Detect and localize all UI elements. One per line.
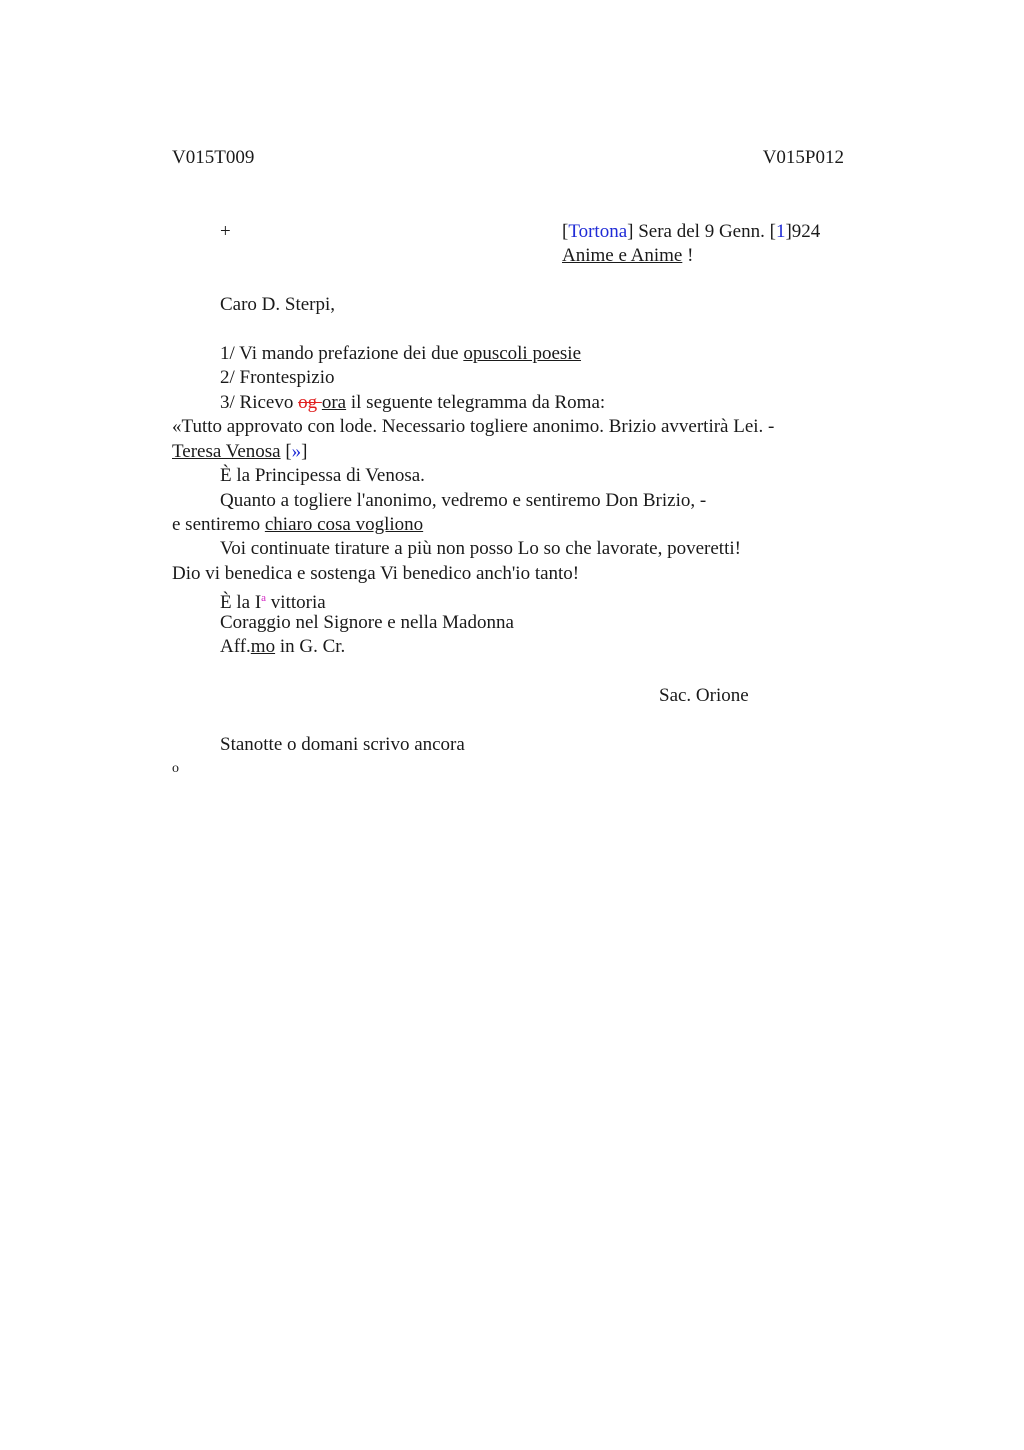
cross-mark: + — [220, 221, 231, 242]
telegram-bracket-close: ] — [301, 441, 308, 462]
bracket-close: ] — [627, 221, 634, 242]
body-line-dio: Dio vi benedica e sostenga Vi benedico anch'io tanto! — [172, 563, 580, 584]
vittoria-prefix: È la I — [220, 592, 262, 613]
postscript: Stanotte o domani scrivo ancora — [220, 734, 465, 755]
body-line-voi: Voi continuate tirature a più non posso Lo so che lavorate, poveretti! — [220, 538, 741, 559]
item-3-text: 3/ Ricevo — [220, 392, 299, 413]
body-line-principessa: È la Principessa di Venosa. — [220, 465, 425, 486]
closing-line — [220, 635, 345, 659]
signature: Sac. Orione — [659, 685, 749, 706]
motto: Anime e Anime — [562, 245, 683, 266]
sentiremo-underlined: chiaro cosa vogliono — [264, 514, 424, 535]
item-3-underlined: ora — [321, 392, 347, 413]
body-line-sentiremo — [172, 513, 423, 537]
motto-punct: ! — [682, 245, 694, 266]
document-code-right: V015P012 — [762, 147, 844, 168]
telegram-signature: Teresa Venosa — [172, 441, 281, 462]
telegram-text: «Tutto approvato con lode. Necessario togliere anonimo. Brizio avvertirà Lei. - — [172, 416, 775, 437]
sentiremo-text: e sentiremo — [172, 514, 265, 535]
salutation: Caro D. Sterpi, — [220, 294, 336, 315]
document-code-left: V015T009 — [172, 147, 255, 168]
motto-line — [562, 244, 693, 268]
year-digit: 1 — [775, 221, 786, 242]
closing-suffix: in G. Cr. — [275, 636, 346, 657]
vittoria-suffix: vittoria — [266, 592, 326, 613]
bracket-open: [ — [562, 221, 569, 242]
item-1-text: 1/ Vi mando prefazione dei due — [220, 343, 464, 364]
closing-prefix: Aff. — [220, 636, 251, 657]
closing-underlined: mo — [250, 636, 276, 657]
place-name: Tortona — [568, 221, 628, 242]
item-3 — [220, 391, 605, 415]
place-date-line — [562, 220, 820, 244]
vittoria-superscript: a — [261, 592, 267, 604]
body-line-coraggio: Coraggio nel Signore e nella Madonna — [220, 612, 514, 633]
struck-word: og — [298, 392, 322, 413]
telegram-bracket-open: [ — [280, 441, 292, 462]
item-3-suffix: il seguente telegramma da Roma: — [346, 392, 606, 413]
year-rest: ]924 — [785, 221, 821, 242]
item-1 — [220, 342, 581, 366]
telegram-signature-line — [172, 440, 308, 464]
body-line-quanto: Quanto a togliere l'anonimo, vedremo e sentiremo Don Brizio, - — [220, 490, 707, 511]
item-2: 2/ Frontespizio — [220, 367, 335, 388]
date-text: Sera del 9 Genn. [ — [633, 221, 776, 242]
footnote-mark: o — [172, 761, 179, 776]
item-1-underlined: opuscoli poesie — [463, 343, 582, 364]
telegram-quote-mark: » — [291, 441, 302, 462]
